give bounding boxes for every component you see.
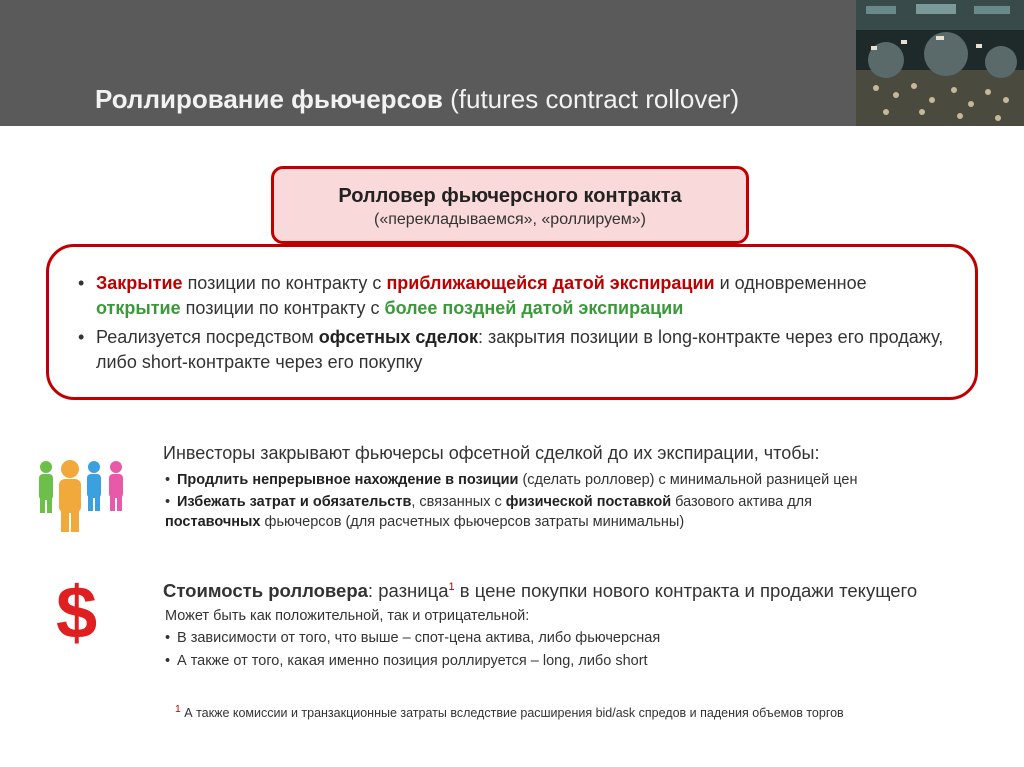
page-title: Роллирование фьючерсов (futures contract rollover) [95,84,740,114]
trading-floor-photo [856,0,1024,126]
investors-item-2: • Избежать затрат и обязательств, связанных с физической поставкой базового актива для поставочных фьючерсов (для расчетных фьючерсов затраты минимальны) [165,494,812,530]
cost-title: Стоимость ролловера: разница$^1$ в цене покупки нового контракта и продажи текущего [163,580,918,601]
rollover-subtitle: («перекладываемся», «роллируем») [373,211,647,228]
dollar-icon: $ [56,571,98,654]
investors-title: Инвесторы закрывают фьючерсы офсетной сделкой до их экспирации, чтобы: [163,443,820,463]
rollover-title: Ролловер фьючерсного контракта [338,185,682,207]
investors-item-1: • Продлить непрерывное нахождение в позиции (сделать ролловер) с минимальной разницей цен [165,472,858,488]
definition-list [72,271,952,379]
definition-bullet-1: • Закрытие позиции по контракту с приближающейся датой экспирации и одновременное открытие позиции по контракту с более поздней датой экспирации [78,273,867,318]
cost-item-2: • А также от того, какая именно позиция роллируется – long, либо short [165,653,648,669]
cost-line-1: Может быть как положительной, так и отрицательной: [165,608,530,624]
cost-item-1: • В зависимости от того, что выше – спот-цена актива, либо фьючерсная [165,630,661,646]
people-icon [30,455,135,535]
footnote: $^1$ А также комиссии и транзакционные затраты вследствие расширения bid/ask спредов и падения объемов торгов [175,704,844,721]
header-bar [0,0,1024,126]
rollover-title-box [271,166,749,244]
definition-bullet-2: • Реализуется посредством офсетных сделок: закрытия позиции в long-контракте через его продажу, либо short-контракте через его покупку [78,327,944,372]
